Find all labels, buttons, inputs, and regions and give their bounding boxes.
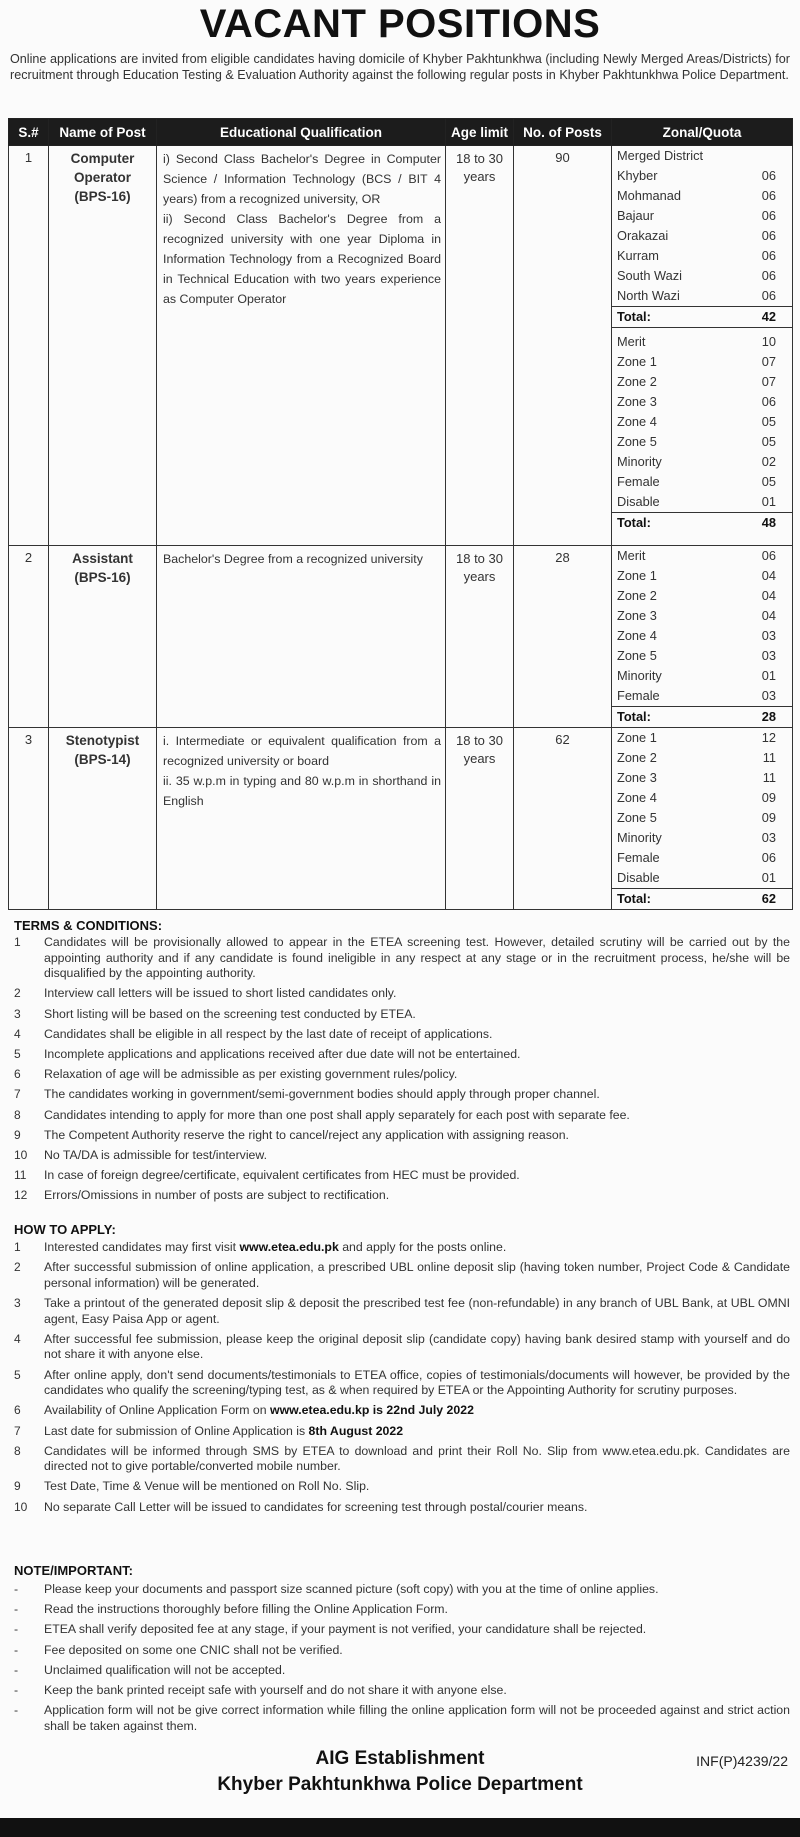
terms-list bbox=[14, 935, 790, 1208]
quota-label: Minority bbox=[617, 668, 662, 683]
post-name: Computer bbox=[70, 151, 135, 166]
quota-label: Bajaur bbox=[617, 208, 654, 223]
post-name-2: Operator bbox=[73, 170, 131, 185]
list-item: 8 Candidates intending to apply for more than one post shall apply separately for each post with separate fee. bbox=[14, 1107, 630, 1122]
post-name: Assistant bbox=[72, 551, 133, 566]
quota-value: 06 bbox=[761, 168, 776, 183]
header-posts: No. of Posts bbox=[514, 119, 612, 146]
quota-row bbox=[612, 332, 792, 352]
quota-list-zones bbox=[612, 546, 792, 706]
quota-row bbox=[612, 432, 792, 452]
quota-label: Female bbox=[617, 688, 660, 703]
list-item: - Keep the bank printed receipt safe with yourself and do not share it with anyone else. bbox=[14, 1682, 507, 1697]
quota-row bbox=[612, 848, 792, 868]
signatory-title: AIG Establishment bbox=[315, 1748, 485, 1769]
reference-number: INF(P)4239/22 bbox=[696, 1753, 788, 1769]
quota-value: 04 bbox=[761, 608, 776, 623]
quota-row bbox=[612, 492, 792, 512]
list-item: 2 After successful submission of online application, a prescribed UBL online deposit slip (having token number, Project Code & Candidate personal information) will be generated. bbox=[14, 1260, 790, 1290]
list-item: 6 Availability of Online Application Form on www.etea.edu.kp is 22nd July 2022 bbox=[14, 1403, 474, 1418]
quota-value: 06 bbox=[761, 208, 776, 223]
quota-label: Zone 2 bbox=[617, 750, 657, 765]
quota-list-zones bbox=[612, 728, 792, 888]
list-item: - Please keep your documents and passport size scanned picture (soft copy) with you at the time of online applies. bbox=[14, 1582, 659, 1596]
notes-title: NOTE/IMPORTANT: bbox=[14, 1563, 133, 1578]
quota-row bbox=[612, 808, 792, 828]
quota-value: 02 bbox=[761, 454, 776, 469]
quota-label: Merit bbox=[617, 334, 646, 349]
post-name-cell bbox=[49, 728, 157, 910]
quota-label: Zone 3 bbox=[617, 770, 657, 785]
quota-row bbox=[612, 728, 792, 748]
posts-count: 90 bbox=[514, 146, 612, 546]
age-range: 18 to 30 bbox=[456, 733, 503, 748]
list-item: 12 Errors/Omissions in number of posts are subject to rectification. bbox=[14, 1188, 390, 1203]
qualification-text: i. Intermediate or equivalent qualification from a recognized university or board ii. 35 w.p.m in typing and 80 w.p.m in shorthand in English bbox=[163, 734, 441, 808]
quota-total: Total: 62 bbox=[612, 888, 792, 909]
list-item: 4 Candidates shall be eligible in all respect by the last date of receipt of applications. bbox=[14, 1026, 493, 1041]
list-item: 1 Candidates will be provisionally allowed to appear in the ETEA screening test. However, detailed scrutiny will be carried out by the appointing authority and if any candidate is found ineligible in any respect at any stage or in the recruitment process, he/she will be disqualified by the appointing authority. bbox=[14, 935, 790, 981]
quota-value: 06 bbox=[761, 548, 776, 563]
quota-row bbox=[612, 286, 792, 306]
row-sr: 2 bbox=[9, 546, 49, 728]
quota-row bbox=[612, 828, 792, 848]
quota-label: Zone 4 bbox=[617, 628, 657, 643]
quota-row bbox=[612, 372, 792, 392]
quota-row bbox=[612, 412, 792, 432]
notes-list bbox=[14, 1582, 790, 1739]
quota-value: 06 bbox=[761, 394, 776, 409]
posts-count: 28 bbox=[514, 546, 612, 728]
posts-count: 62 bbox=[514, 728, 612, 910]
quota-value: 06 bbox=[761, 248, 776, 263]
list-item: 10 No TA/DA is admissible for test/interview. bbox=[14, 1147, 268, 1162]
quota-value: 06 bbox=[761, 268, 776, 283]
list-item: 9 The Competent Authority reserve the right to cancel/reject any application with assigning reason. bbox=[14, 1127, 569, 1142]
age-unit: years bbox=[463, 751, 496, 766]
list-item: 2 Interview call letters will be issued to short listed candidates only. bbox=[14, 986, 397, 1001]
post-bps: (BPS-14) bbox=[74, 752, 131, 767]
quota-label: Kurram bbox=[617, 248, 659, 263]
post-bps: (BPS-16) bbox=[74, 189, 131, 204]
post-name-cell bbox=[49, 546, 157, 728]
quota-label: Zone 4 bbox=[617, 790, 657, 805]
header-age: Age limit bbox=[446, 119, 514, 146]
age-cell bbox=[446, 146, 514, 546]
age-range: 18 to 30 bbox=[456, 151, 503, 166]
list-item: - Read the instructions thoroughly before filling the Online Application Form. bbox=[14, 1602, 448, 1617]
quota-row bbox=[612, 788, 792, 808]
list-item: 5 After online apply, don't send documents/testimonials to ETEA office, copies of testimonials/documents will however, be provided by the candidates who qualify the screening/typing test, as & when required by ETEA or the Appointing Authority for scrutiny purposes. bbox=[14, 1367, 790, 1398]
quota-value: 09 bbox=[761, 810, 776, 825]
quota-value: 09 bbox=[761, 790, 776, 805]
list-item: - ETEA shall verify deposited fee at any stage, if your payment is not verified, your candidature shall be rejected. bbox=[14, 1622, 647, 1637]
quota-value: 01 bbox=[761, 668, 776, 683]
quota-value: 06 bbox=[761, 188, 776, 203]
quota-value: 05 bbox=[761, 474, 776, 489]
quota-label: Zone 4 bbox=[617, 414, 657, 429]
table-row bbox=[9, 546, 793, 728]
quota-label: Zone 3 bbox=[617, 608, 657, 623]
list-item: 7 Last date for submission of Online Application is 8th August 2022 bbox=[14, 1423, 404, 1438]
quota-label: Zone 1 bbox=[617, 354, 657, 369]
list-item: 11 In case of foreign degree/certificate, equivalent certificates from HEC must be provided. bbox=[14, 1168, 520, 1183]
list-item: 7 The candidates working in government/semi-government bodies should apply through proper channel. bbox=[14, 1087, 600, 1102]
quota-row bbox=[612, 606, 792, 626]
table-header-row bbox=[9, 119, 793, 146]
quota-value: 03 bbox=[761, 830, 776, 845]
quota-value: 04 bbox=[761, 588, 776, 603]
header-quota: Zonal/Quota bbox=[612, 119, 793, 146]
age-cell bbox=[446, 546, 514, 728]
quota-label: Khyber bbox=[617, 168, 658, 183]
quota-value: 11 bbox=[762, 750, 776, 765]
quota-row bbox=[612, 626, 792, 646]
quota-total: Total: 48 bbox=[612, 512, 792, 533]
quota-value: 05 bbox=[761, 414, 776, 429]
header-post: Name of Post bbox=[49, 119, 157, 146]
quota-label: Minority bbox=[617, 830, 662, 845]
list-item: 9 Test Date, Time & Venue will be mentioned on Roll No. Slip. bbox=[14, 1479, 370, 1494]
quota-label: Zone 2 bbox=[617, 588, 657, 603]
quota-value: 11 bbox=[762, 770, 776, 785]
quota-value: 03 bbox=[761, 628, 776, 643]
quota-label: North Wazi bbox=[617, 288, 680, 303]
quota-row bbox=[612, 686, 792, 706]
quota-value: 03 bbox=[761, 648, 776, 663]
list-item: 1 Interested candidates may first visit www.etea.edu.pk and apply for the posts online. bbox=[14, 1240, 507, 1254]
quota-label: Mohmanad bbox=[617, 188, 682, 203]
quota-label: Disable bbox=[617, 870, 660, 885]
list-item: 3 Take a printout of the generated deposit slip & deposit the prescribed test fee (non-refundable) in any branch of UBL Bank, at UBL OMNI agent, Easy Paisa App or agent. bbox=[14, 1295, 790, 1326]
quota-list-zones bbox=[612, 332, 792, 512]
qualification-cell bbox=[157, 546, 446, 728]
quota-row bbox=[612, 748, 792, 768]
quota-row bbox=[612, 166, 792, 186]
quota-list-merged bbox=[612, 166, 792, 306]
quota-row bbox=[612, 768, 792, 788]
quota-label: Orakazai bbox=[617, 228, 669, 243]
bottom-bar bbox=[0, 1818, 800, 1837]
list-item: 6 Relaxation of age will be admissible as per existing government rules/policy. bbox=[14, 1067, 458, 1082]
quota-head: Merged District bbox=[617, 148, 704, 163]
quota-label: Zone 5 bbox=[617, 648, 657, 663]
row-sr: 3 bbox=[9, 728, 49, 910]
quota-total: Total: 28 bbox=[612, 706, 792, 727]
quota-label: Female bbox=[617, 474, 660, 489]
list-item: - Fee deposited on some one CNIC shall not be verified. bbox=[14, 1642, 343, 1657]
quota-label: South Wazi bbox=[617, 268, 682, 283]
qualification-cell bbox=[157, 728, 446, 910]
quota-row bbox=[612, 246, 792, 266]
positions-table bbox=[8, 118, 793, 910]
row-sr: 1 bbox=[9, 146, 49, 546]
quota-row bbox=[612, 586, 792, 606]
department-name: Khyber Pakhtunkhwa Police Department bbox=[217, 1774, 583, 1795]
header-sr: S.# bbox=[9, 119, 49, 146]
post-name-cell bbox=[49, 146, 157, 546]
quota-row bbox=[612, 266, 792, 286]
post-name: Stenotypist bbox=[65, 733, 140, 748]
quota-row bbox=[612, 452, 792, 472]
list-item: 3 Short listing will be based on the screening test conducted by ETEA. bbox=[14, 1006, 416, 1021]
quota-cell bbox=[612, 146, 793, 546]
list-item: 4 After successful fee submission, please keep the original deposit slip (candidate copy) having bank desired stamp with yourself and do not share it with anyone else. bbox=[14, 1331, 790, 1362]
quota-row bbox=[612, 566, 792, 586]
quota-value: 06 bbox=[761, 228, 776, 243]
list-item: 10 No separate Call Letter will be issued to candidates for screening test through postal/courier means. bbox=[14, 1499, 588, 1514]
quota-row bbox=[612, 666, 792, 686]
quota-label: Minority bbox=[617, 454, 662, 469]
apply-list bbox=[14, 1240, 790, 1520]
age-unit: years bbox=[463, 569, 496, 584]
qualification-text: Bachelor's Degree from a recognized university bbox=[163, 552, 423, 566]
quota-value: 07 bbox=[761, 354, 776, 369]
quota-cell bbox=[612, 546, 793, 728]
quota-label: Zone 3 bbox=[617, 394, 657, 409]
terms-title: TERMS & CONDITIONS: bbox=[14, 918, 163, 933]
quota-row bbox=[612, 186, 792, 206]
quota-row bbox=[612, 868, 792, 888]
quota-label: Disable bbox=[617, 494, 660, 509]
quota-value: 03 bbox=[761, 688, 776, 703]
quota-cell bbox=[612, 728, 793, 910]
header-qualification: Educational Qualification bbox=[157, 119, 446, 146]
quota-row bbox=[612, 392, 792, 412]
intro-paragraph: Online applications are invited from eligible candidates having domicile of Khyber Pakhtunkhwa (including Newly Merged Areas/Districts) for recruitment through Education Testing & Evaluation Authority against the following regular posts in Khyber Pakhtunkhwa Police Department. bbox=[10, 52, 790, 82]
age-unit: years bbox=[463, 169, 496, 184]
quota-label: Zone 5 bbox=[617, 810, 657, 825]
quota-value: 01 bbox=[761, 494, 776, 509]
quota-label: Zone 2 bbox=[617, 374, 657, 389]
quota-value: 10 bbox=[761, 334, 776, 349]
quota-value: 05 bbox=[761, 434, 776, 449]
quota-label: Zone 5 bbox=[617, 434, 657, 449]
quota-row bbox=[612, 546, 792, 566]
quota-label: Female bbox=[617, 850, 660, 865]
quota-total: Total: 42 bbox=[612, 306, 792, 328]
post-bps: (BPS-16) bbox=[74, 570, 131, 585]
apply-title: HOW TO APPLY: bbox=[14, 1222, 116, 1237]
table-row bbox=[9, 728, 793, 910]
quota-label: Zone 1 bbox=[617, 730, 657, 745]
quota-row bbox=[612, 646, 792, 666]
quota-value: 12 bbox=[761, 730, 776, 745]
quota-row bbox=[612, 472, 792, 492]
quota-value: 06 bbox=[761, 850, 776, 865]
table-row bbox=[9, 146, 793, 546]
list-item: - Unclaimed qualification will not be accepted. bbox=[14, 1662, 286, 1677]
age-range: 18 to 30 bbox=[456, 551, 503, 566]
quota-value: 07 bbox=[761, 374, 776, 389]
quota-label: Merit bbox=[617, 548, 646, 563]
quota-row bbox=[612, 352, 792, 372]
list-item: 5 Incomplete applications and applications received after due date will not be entertained. bbox=[14, 1046, 521, 1061]
quota-value: 01 bbox=[761, 870, 776, 885]
quota-label: Zone 1 bbox=[617, 568, 657, 583]
list-item: - Application form will not be give correct information while filling the online application form will not be proceeded against and strict action shall be taken against them. bbox=[14, 1703, 790, 1733]
qualification-cell bbox=[157, 146, 446, 546]
list-item: 8 Candidates will be informed through SMS by ETEA to download and print their Roll No. Slip from www.etea.edu.pk. Candidates are directed not to give portable/converted mobile number. bbox=[14, 1443, 790, 1474]
quota-row bbox=[612, 226, 792, 246]
qualification-text: i) Second Class Bachelor's Degree in Computer Science / Information Technology (BCS / BIT 4 years) from a recognized university, OR ii) Second Class Bachelor's Degree from a recognized university with one year Diploma in Information Technology from a Recognized Board in Technical Education with two years experience as Computer Operator bbox=[163, 152, 441, 306]
age-cell bbox=[446, 728, 514, 910]
page-title: VACANT POSITIONS bbox=[199, 2, 601, 46]
quota-value: 04 bbox=[761, 568, 776, 583]
quota-row bbox=[612, 206, 792, 226]
quota-value: 06 bbox=[761, 288, 776, 303]
